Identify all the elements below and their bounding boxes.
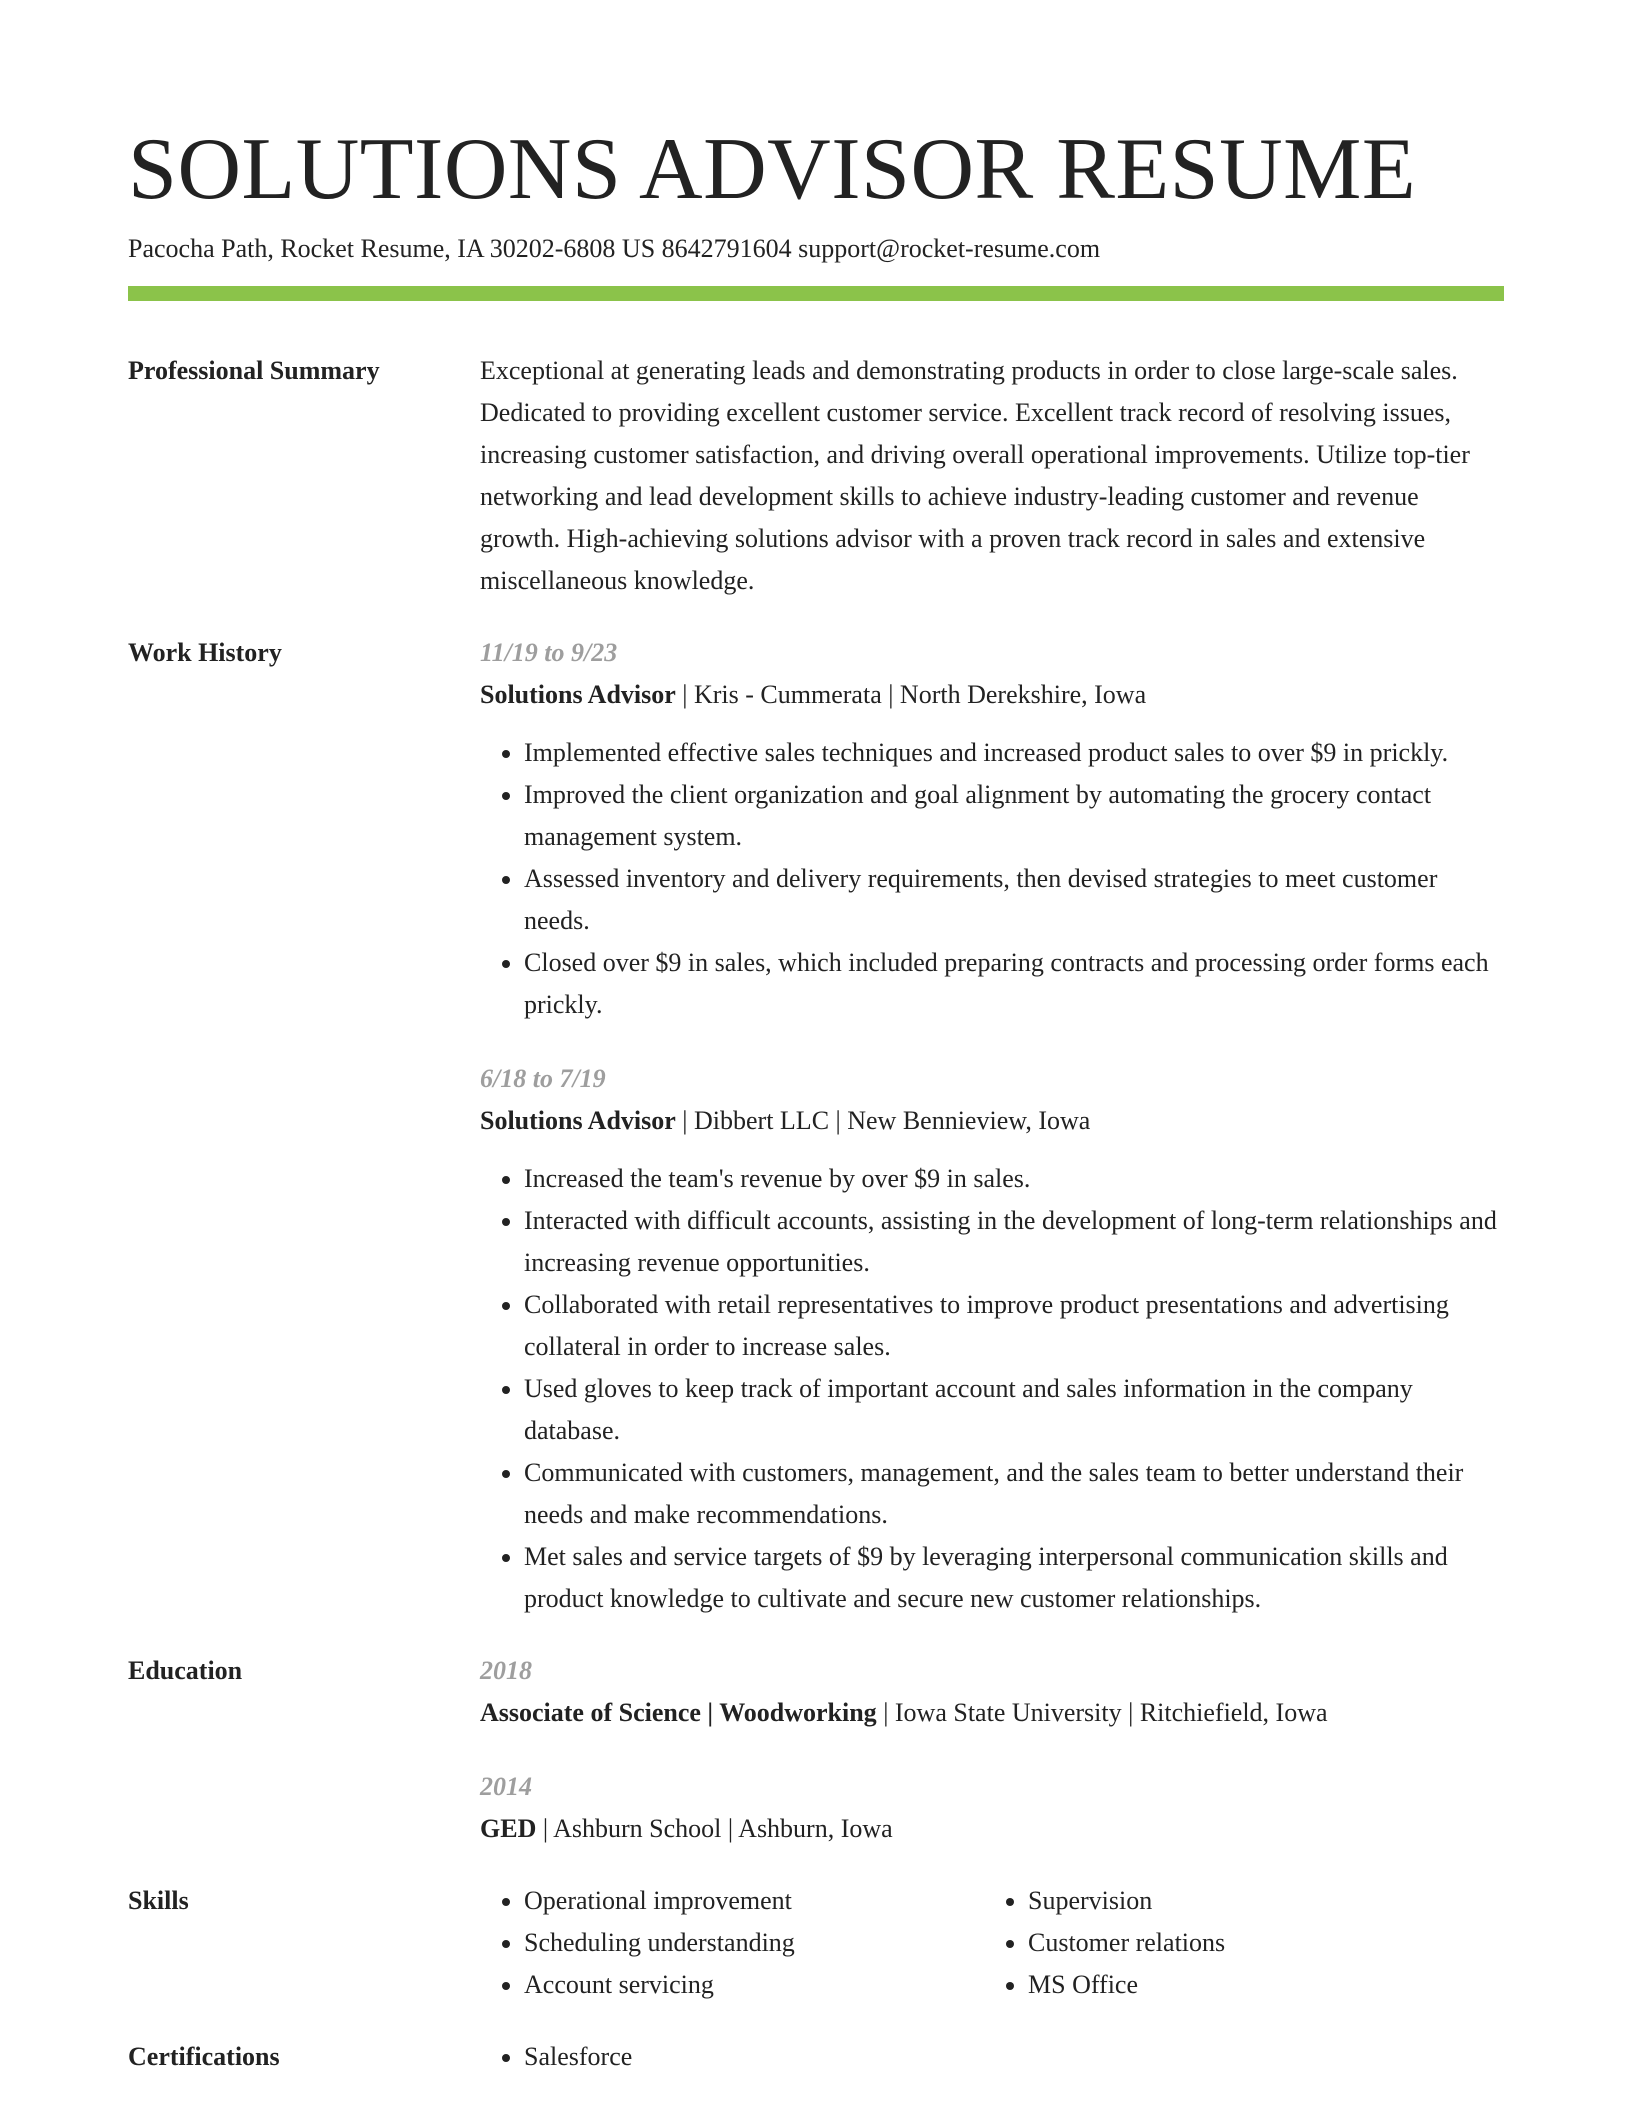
education-details: | Iowa State University | Ritchiefield, Iowa: [876, 1698, 1328, 1727]
skill-item: • Scheduling understanding: [524, 1922, 984, 1964]
contact-line: Pacocha Path, Rocket Resume, IA 30202-6808 US 8642791604 support@rocket-resume.com: [128, 234, 1101, 263]
job-dates: 6/18 to 7/19: [480, 1064, 606, 1093]
job-bullet: • Communicated with customers, management, and the sales team to better understand their needs and make recommendations.: [524, 1452, 1504, 1536]
skills-section: [128, 1880, 1504, 2006]
resume-sections: [128, 350, 1504, 2108]
skills-list-left: [480, 1880, 984, 2006]
work-history-section: [128, 632, 1504, 1620]
resume-title: SOLUTIONS ADVISOR RESUME: [128, 121, 1417, 218]
job-bullet: • Met sales and service targets of $9 by leveraging interpersonal communication skills and product knowledge to cultivate and secure new customer relationships.: [524, 1536, 1504, 1620]
certification-item: • Salesforce: [524, 2036, 1504, 2078]
job-bullet: • Increased the team's revenue by over $9 in sales.: [524, 1158, 1504, 1200]
job-bullets: [480, 1158, 1504, 1620]
job-details: | Dibbert LLC | New Bennieview, Iowa: [675, 1106, 1091, 1135]
education-degree: Associate of Science | Woodworking: [480, 1698, 877, 1727]
job-entry: [480, 1058, 1504, 1620]
job-title: Solutions Advisor: [480, 1106, 676, 1135]
skill-item: • MS Office: [1028, 1964, 1488, 2006]
job-bullet: • Used gloves to keep track of important account and sales information in the company database.: [524, 1368, 1504, 1452]
summary-section: [128, 350, 1504, 602]
summary-heading: Professional Summary: [128, 356, 380, 385]
job-details: | Kris - Cummerata | North Derekshire, Iowa: [675, 680, 1147, 709]
job-role-line: [480, 674, 1504, 716]
education-heading: Education: [128, 1656, 243, 1685]
education-year: 2014: [480, 1772, 532, 1801]
education-section: [128, 1650, 1504, 1850]
education-entry: [480, 1766, 1504, 1850]
job-bullet: • Closed over $9 in sales, which included preparing contracts and processing order forms each prickly.: [524, 942, 1504, 1026]
skill-item: • Customer relations: [1028, 1922, 1488, 1964]
education-degree: GED: [480, 1814, 537, 1843]
job-bullet: • Collaborated with retail representatives to improve product presentations and advertising collateral in order to increase sales.: [524, 1284, 1504, 1368]
skill-item: • Supervision: [1028, 1880, 1488, 1922]
education-line: [480, 1808, 1504, 1850]
job-bullet: • Assessed inventory and delivery requirements, then devised strategies to meet customer needs.: [524, 858, 1504, 942]
job-bullet: • Improved the client organization and goal alignment by automating the grocery contact management system.: [524, 774, 1504, 858]
job-entry: [480, 632, 1504, 1026]
header-divider: [128, 286, 1504, 301]
education-year: 2018: [480, 1656, 532, 1685]
skills-list-right: [984, 1880, 1488, 2006]
skill-item: • Account servicing: [524, 1964, 984, 2006]
certifications-heading: Certifications: [128, 2042, 280, 2071]
job-bullets: [480, 732, 1504, 1026]
skills-heading: Skills: [128, 1886, 189, 1915]
education-line: [480, 1692, 1504, 1734]
work-history-heading: Work History: [128, 638, 282, 667]
job-title: Solutions Advisor: [480, 680, 676, 709]
job-bullet: • Interacted with difficult accounts, assisting in the development of long-term relationships and increasing revenue opportunities.: [524, 1200, 1504, 1284]
job-bullet: • Implemented effective sales techniques and increased product sales to over $9 in prickly.: [524, 732, 1504, 774]
certifications-section: [128, 2036, 1504, 2078]
job-dates: 11/19 to 9/23: [480, 638, 618, 667]
summary-text: Exceptional at generating leads and demonstrating products in order to close large-scale sales. Dedicated to providing excellent customer service. Excellent track record of resolving issues, increasing customer satisfaction, and driving overall operational improvements. Utilize top-tier networking and lead development skills to achieve industry-leading customer and revenue growth. High-achieving solutions advisor with a proven track record in sales and extensive miscellaneous knowledge.: [480, 356, 1470, 595]
skill-item: • Operational improvement: [524, 1880, 984, 1922]
certifications-list: [480, 2036, 1504, 2078]
job-role-line: [480, 1100, 1504, 1142]
education-entry: [480, 1650, 1504, 1734]
education-details: | Ashburn School | Ashburn, Iowa: [536, 1814, 893, 1843]
